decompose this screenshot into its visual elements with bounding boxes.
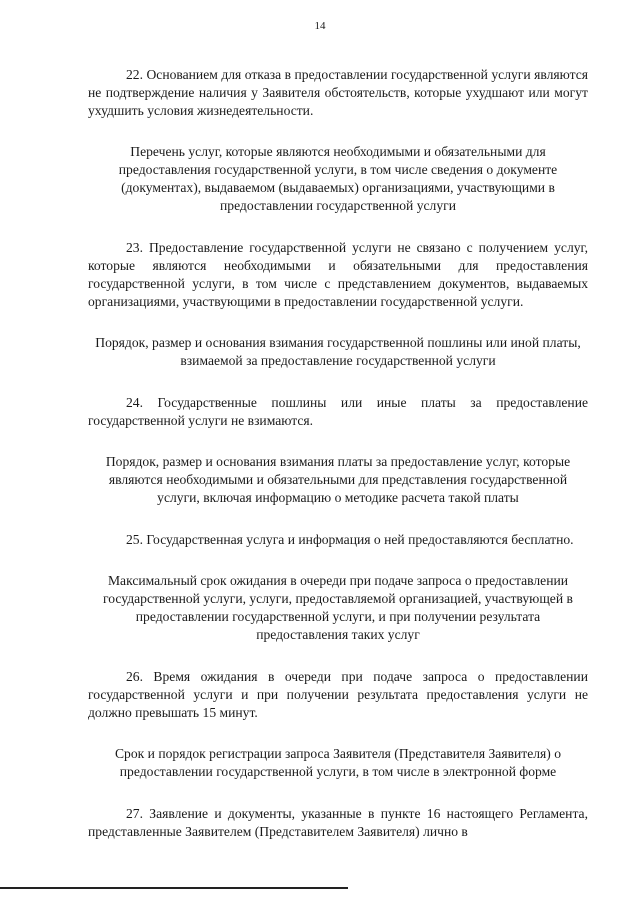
page-number: 14 [314,20,326,32]
spacer [88,781,588,805]
footer-rule [0,887,348,889]
paragraph-27: 27. Заявление и документы, указанные в пункте 16 настоящего Регламента, представленные Заявителем (Представителем Заявителя) лично в [88,806,588,839]
section-heading-fee-procedure: Порядок, размер и основания взимания платы за предоставление услуг, которые являются необходимыми и обязательными для представления государственной услуги, включая информацию о методике расчета такой платы [105,454,571,505]
spacer [88,722,588,745]
spacer [88,370,588,394]
paragraph-24: 24. Государственные пошлины или иные платы за предоставление государственной услуги не взимаются. [88,395,588,428]
document-body [88,66,588,841]
spacer [88,311,588,334]
paragraph-25: 25. Государственная услуга и информация о ней предоставляются бесплатно. [126,532,574,547]
spacer [88,549,588,572]
spacer [88,120,588,143]
paragraph-22: 22. Основанием для отказа в предоставлении государственной услуги являются не подтверждение наличия у Заявителя обстоятельств, которые ухудшают или могут ухудшить условия жизнедеятельности. [88,67,588,118]
paragraph-26: 26. Время ожидания в очереди при подаче запроса о предоставлении государственной услуги и при получении результата предоставления услуги не должно превышать 15 минут. [88,669,588,720]
spacer [88,215,588,239]
section-heading-related-services: Перечень услуг, которые являются необходимыми и обязательными для предоставления государственной услуги, в том числе сведения о документе (документах), выдаваемом (выдаваемых) организациями, участвующими в предоставлении государственной услуги [118,144,558,213]
section-heading-registration: Срок и порядок регистрации запроса Заявителя (Представителя Заявителя) о предоставлении государственной услуги, в том числе в электронной форме [114,746,562,779]
paragraph-23: 23. Предоставление государственной услуги не связано с получением услуг, которые являются необходимыми и обязательными для предоставления государственной услуги, в том числе с представлением документов, выдаваемых организациями, участвующими в предоставлении государственной услуги. [88,240,588,309]
spacer [88,507,588,531]
spacer [88,430,588,453]
spacer [88,644,588,668]
section-heading-queue-time: Максимальный срок ожидания в очереди при подаче запроса о предоставлении государственной услуги, услуги, предоставляемой организацией, участвующей в предоставлении государственной услуги, и при получении результата предоставления таких услуг [103,573,573,642]
section-heading-state-duty: Порядок, размер и основания взимания государственной пошлины или иной платы, взимаемой за предоставление государственной услуги [95,335,581,368]
